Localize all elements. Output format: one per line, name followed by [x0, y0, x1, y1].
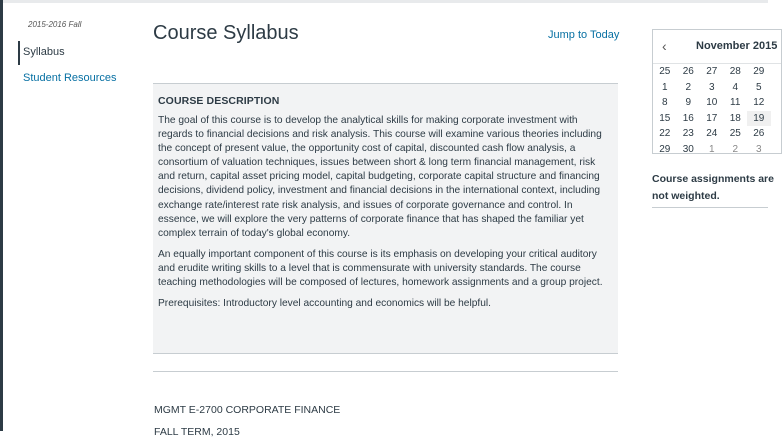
- description-paragraph: An equally important component of this course is its emphasis on developing your critical auditory and erudite writing skills to a level that is commensurate with university standards. The course teaching methodologies will be composed of lectures, homework assignments and a group project.: [158, 248, 603, 289]
- calendar-day[interactable]: 26: [753, 128, 765, 139]
- calendar-day-today[interactable]: 19: [747, 111, 771, 127]
- calendar-day[interactable]: 28: [729, 66, 741, 77]
- calendar-header: [653, 30, 781, 64]
- calendar-day[interactable]: 2: [685, 81, 692, 93]
- description-paragraph: The goal of this course is to develop the analytical skills for making corporate investment with regards to financial decisions and risk analysis. This course will examine various theories including the concept of present value, the opportunity cost of capital, discounted cash flow analysis, a consortium of valuation techniques, issues between short & long term financial management, risk and return, capital asset pricing model, capital budgeting, corporate capital structure and financing decisions, dividend policy, investment and financial decisions in the international context, including exchange rate/interest rate risk analysis, and issues of corporate governance and control. In essence, we will explore the very patterns of corporate finance that has shaped the familiar yet complex terrain of today's global economy.: [158, 115, 602, 239]
- calendar-day[interactable]: 1: [661, 81, 668, 93]
- page-title: Course Syllabus: [153, 22, 299, 44]
- calendar-day[interactable]: 25: [659, 66, 671, 77]
- course-term: FALL TERM, 2015: [154, 426, 240, 438]
- calendar-day[interactable]: 30: [682, 143, 694, 155]
- calendar-day[interactable]: 2: [732, 143, 739, 155]
- calendar-day[interactable]: 12: [753, 97, 765, 108]
- calendar-day[interactable]: 9: [685, 97, 692, 108]
- top-border: [0, 0, 768, 3]
- nav-item-syllabus[interactable]: Syllabus: [23, 46, 65, 58]
- calendar-day[interactable]: 18: [729, 112, 741, 124]
- calendar-day[interactable]: 15: [659, 112, 671, 124]
- calendar-day[interactable]: 5: [755, 81, 762, 93]
- mini-calendar: [652, 29, 782, 154]
- calendar-day[interactable]: 3: [755, 143, 762, 155]
- global-nav-rail: [0, 0, 3, 431]
- calendar-day[interactable]: 1: [708, 143, 715, 155]
- calendar-day[interactable]: 11: [730, 97, 741, 108]
- calendar-grid: [653, 64, 781, 157]
- calendar-day[interactable]: 26: [682, 66, 694, 77]
- chevron-left-icon[interactable]: ‹: [662, 38, 667, 54]
- calendar-day[interactable]: 16: [682, 112, 694, 124]
- calendar-day[interactable]: 25: [729, 128, 741, 139]
- calendar-day[interactable]: 17: [706, 112, 718, 124]
- term-label: 2015-2016 Fall: [28, 20, 82, 29]
- section-divider: [153, 371, 618, 372]
- course-description-box: [153, 83, 618, 354]
- calendar-day[interactable]: 29: [753, 66, 765, 77]
- course-name: MGMT E-2700 CORPORATE FINANCE: [154, 404, 341, 416]
- assignments-note: Course assignments are not weighted.: [652, 173, 774, 202]
- calendar-day[interactable]: 10: [706, 97, 718, 108]
- calendar-day[interactable]: 3: [708, 81, 715, 93]
- calendar-day[interactable]: 4: [732, 81, 739, 93]
- calendar-day[interactable]: 24: [706, 128, 718, 139]
- sidebar-divider: [652, 207, 768, 208]
- description-heading: COURSE DESCRIPTION: [158, 95, 280, 107]
- calendar-day[interactable]: 27: [706, 66, 718, 77]
- active-nav-indicator: [18, 41, 20, 65]
- calendar-month: November 2015: [696, 40, 778, 52]
- nav-item-student-resources[interactable]: Student Resources: [23, 72, 117, 84]
- calendar-day[interactable]: 8: [661, 97, 668, 108]
- calendar-day[interactable]: 23: [682, 128, 694, 139]
- prerequisites-paragraph: Prerequisites: Introductory level accounting and economics will be helpful.: [158, 298, 491, 310]
- calendar-day[interactable]: 29: [659, 143, 671, 155]
- jump-to-today-link[interactable]: Jump to Today: [548, 29, 620, 41]
- calendar-day[interactable]: 22: [659, 128, 671, 139]
